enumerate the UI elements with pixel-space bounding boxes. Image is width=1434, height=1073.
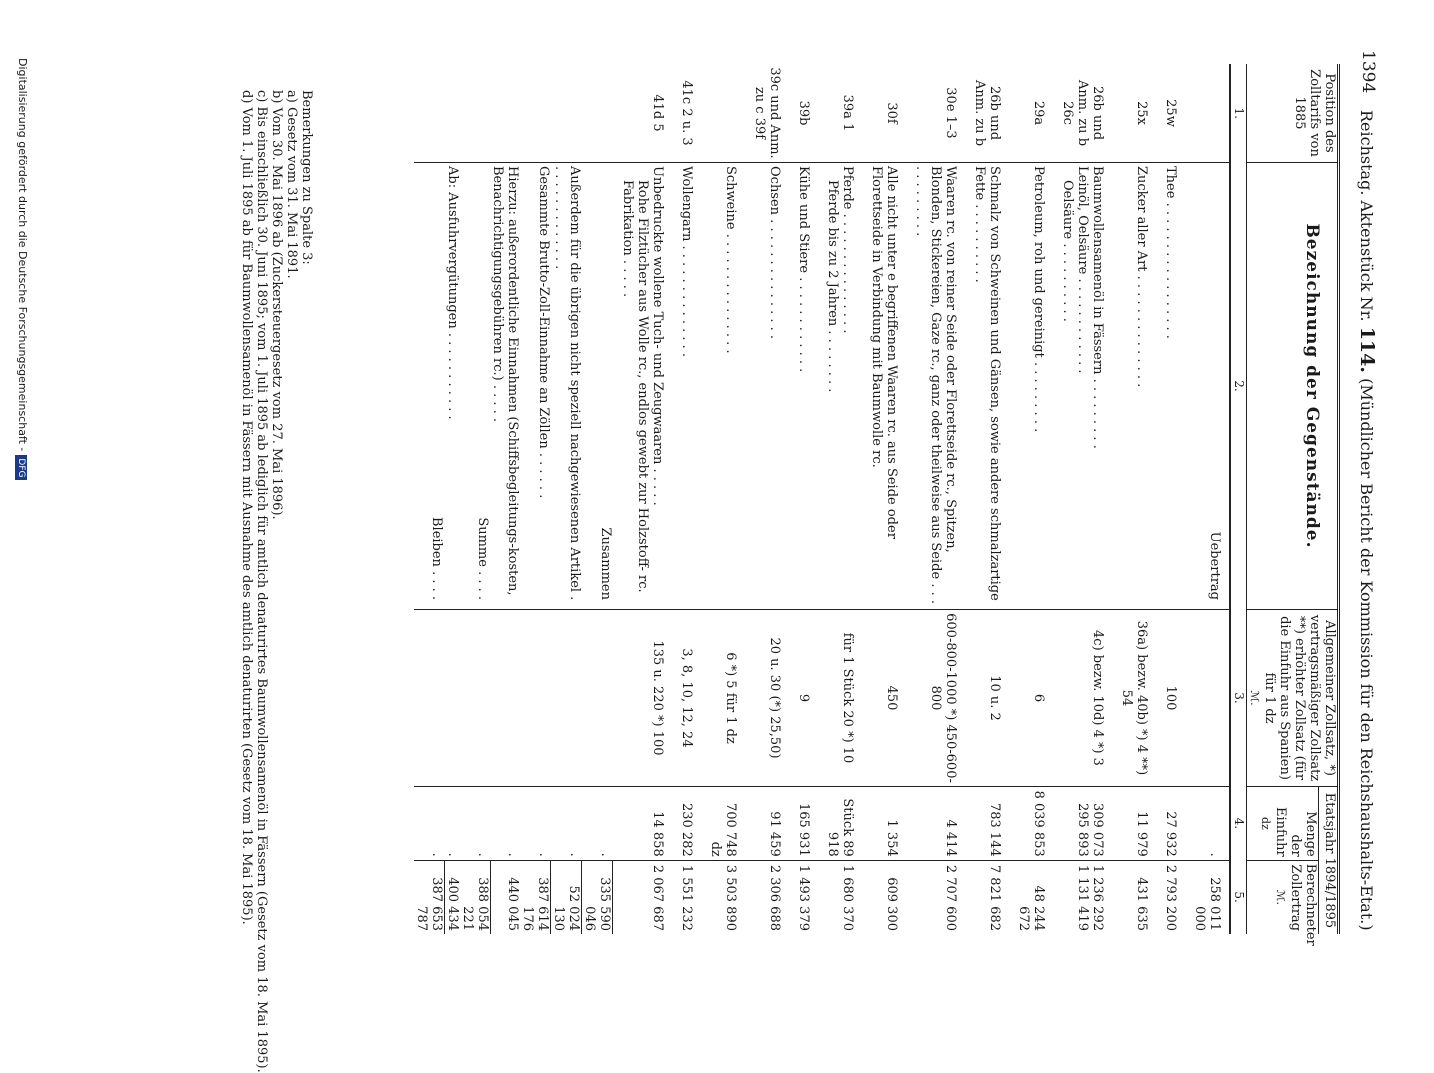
document-number: 114. bbox=[1356, 326, 1378, 373]
page-header bbox=[1344, 50, 1384, 970]
col-revenue-header: Berechneter Zollertrag ℳ. bbox=[1247, 860, 1319, 934]
total-row: Außerdem für die übrigen nicht speziell nachgewiesenen Artikel . . . . . . . . . . . . . . . 52 024 130 bbox=[551, 64, 582, 934]
footnote: b) Vom 30. Mai 1896 ab (Zuckersteuergesetz vom 27. Mai 1896). bbox=[269, 90, 284, 520]
footnotes-title: Bemerkungen zu Spalte 3: bbox=[299, 90, 314, 265]
total-row: Zusammen . 335 590 046 bbox=[582, 64, 613, 934]
total-row: Summe . . . . . 388 054 221 bbox=[460, 64, 491, 934]
col-rate-header: Allgemeiner Zollsatz, *) vertragsmäßiger Zollsatz **) erhöhter Zollsatz (für die Einfuhr aus Spanien) für 1 dz ℳ. bbox=[1247, 610, 1339, 787]
table-row: 41c 2 u. 3 Wollengarn . . . . . . . . . . . . . . 3, 8, 10, 12, 24 230 282 1 551 232 bbox=[672, 64, 701, 934]
table-row: 25x Zucker aller Art . . . . . . . . . . . . . . 36a) bezw. 40b) *) 4 **) 54 11 979 431 635 bbox=[1112, 64, 1156, 934]
table-row: 30e 1–3 Waaren rc. von reiner Seide oder Florettseide rc., Spitzen, Blonden, Stickereien, Gaze rc., ganz oder theilweise aus Seide . . . . . . . . . . . . 600-800-1000 *) 450-600-800 4 414 2 707 600 bbox=[906, 64, 965, 934]
total-row: Bleiben . . . . . 387 653 787 bbox=[414, 64, 445, 934]
page-title: Reichstag. Aktenstück Nr. 114. (Mündlicher Bericht der Kommission für den Reichshaushalts-Etat.) bbox=[1356, 110, 1378, 931]
total-row: Hierzu: außerordentliche Einnahmen (Schiffsbegleitungs-kosten, Benachrichtigungsgebühren rc.) . . . . . . 440 045 bbox=[491, 64, 521, 934]
table-row: 25w Thee . . . . . . . . . . . . . . . . . 100 27 932 2 793 200 bbox=[1156, 64, 1185, 934]
table-row: 41d 5 Unbedruckte wollene Tuch- und Zeugwaaren . . . . . Rohe Filztücher aus Wolle rc., endlos gewebt zur Holzstoff- rc. Fabrikation . . . . . 135 u. 220 *) 100 14 858 2 067 687 bbox=[613, 64, 672, 934]
footnote: c) Bis einschließlich 30. Juni 1895; vom 1. Juli 1895 ab lediglich für amtlich denaturirtes Baumwollensamenöl in Fässern (Gesetz vom 18. Mai 1895). bbox=[254, 90, 269, 1073]
table-row: 30f Alle nicht unter e begriffenen Waaren rc. aus Seide oder Florettseide in Verbindung mit Baumwolle rc. 450 1 354 609 300 bbox=[862, 64, 906, 934]
page-number: 1394 bbox=[1358, 50, 1378, 94]
footnote: d) Vom 1. Juli 1895 ab für Baumwollensamenöl in Fässern mit Ausnahme des amtlich denaturirten (Gesetz vom 18. Mai 1895). bbox=[239, 90, 254, 925]
total-row: Gesammte Brutto-Zoll-Einnahme an Zöllen . . . . . . . 387 614 176 bbox=[521, 64, 552, 934]
col-etatsjahr-header: Etatsjahr 1894/1895 bbox=[1318, 787, 1338, 935]
rotated-page-content bbox=[16, 50, 1384, 1073]
footnotes bbox=[239, 90, 314, 1073]
footnote: a) Gesetz vom 31. Mai 1891. bbox=[284, 90, 299, 279]
col-description-header: Bezeichnung der Gegenstände. bbox=[1247, 163, 1339, 610]
col-number: 4. bbox=[1230, 787, 1247, 861]
table-row: 39a 1 Pferde . . . . . . . . . . . . . . . Pferde bis zu 2 Jahren . . . . . . . . für 1 Stück 20 *) 10 Stück 89 918 1 680 370 bbox=[818, 64, 862, 934]
table-row: 26b und Anm. zu b 26c Baumwollensamenöl in Fässern . . . . . . . . . Leinöl, Oelsäure . . . . . . . . . . . . Oelsäure . . . . . . . . . . 4c) bezw. 10d) 4 *) 3 309 073 295 893 1 236 292 1 131 419 bbox=[1053, 64, 1112, 934]
table-row: 39c und Anm. zu c 39f Ochsen . . . . . . . . . . . . . . . 20 u. 30 (*) 25,50) 91 459 2 306 688 bbox=[745, 64, 789, 934]
col-number: 3. bbox=[1230, 610, 1247, 787]
col-number: 1. bbox=[1230, 64, 1247, 163]
col-position-header: Position des Zolltarifs von 1885 bbox=[1247, 64, 1339, 163]
customs-revenue-table bbox=[414, 64, 1340, 946]
table-row: 39b Kühe und Stiere . . . . . . . . . . . . 9 165 931 1 493 379 bbox=[789, 64, 818, 934]
col-number: 5. bbox=[1230, 860, 1247, 934]
digitization-credit: Digitalisierung gefördert durch die Deutsche Forschungsgemeinschaft -DFG bbox=[15, 58, 29, 480]
total-row: Ab: Ausfuhrvergütungen . . . . . . . . . . . . 400 434 bbox=[445, 64, 461, 934]
table-row: Uebertrag . 258 011 000 bbox=[1185, 64, 1230, 934]
col-number: 2. bbox=[1230, 163, 1247, 610]
table-row: 29a Petroleum, roh und gereinigt . . . . . . . . . 6 8 039 853 48 244 672 bbox=[1009, 64, 1053, 934]
col-quantity-header: Menge der Einfuhr dz bbox=[1247, 787, 1319, 861]
table-row: Schweine . . . . . . . . . . . . . . . 6 *) 5 für 1 dz 700 748 dz 3 503 890 bbox=[701, 64, 745, 934]
dfg-logo: DFG bbox=[15, 455, 27, 480]
table-row: 26b und Anm. zu b Schmalz von Schweinen und Gänsen, sowie andere schmalzartige Fette . . . . . . . . . . 10 u. 2 783 144 7 821 682 bbox=[965, 64, 1009, 934]
